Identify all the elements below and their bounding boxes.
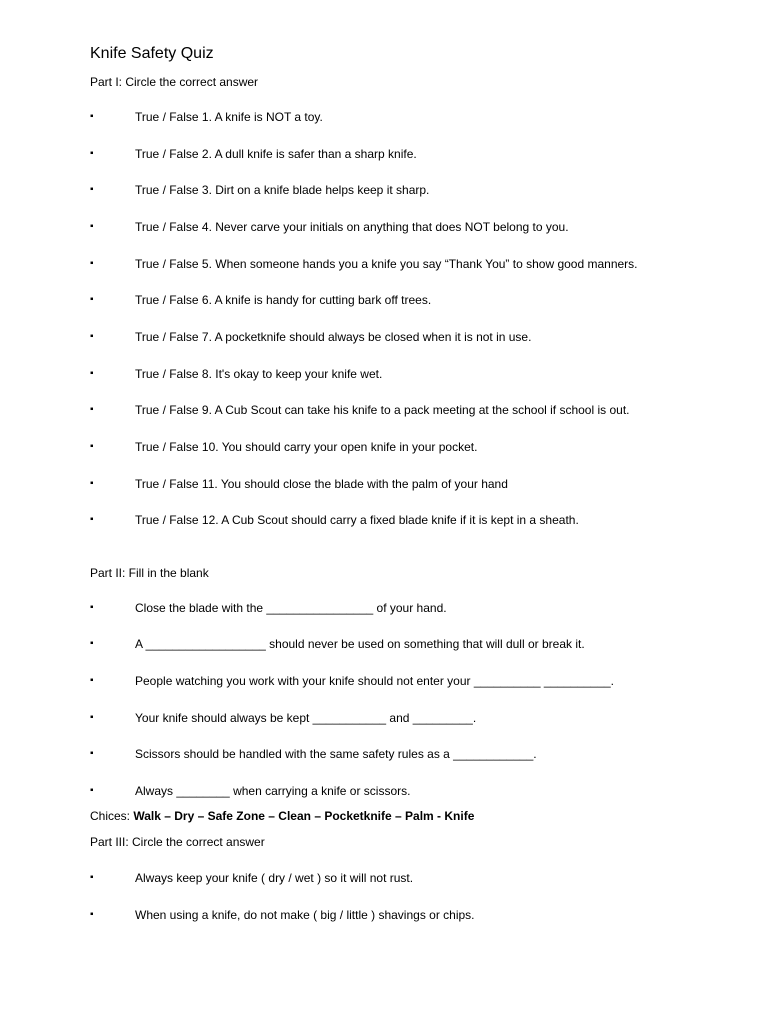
- question-text: True / False 7. A pocketknife should always be closed when it is not in use.: [135, 330, 532, 344]
- bullet-icon: ▪: [90, 638, 94, 649]
- bullet-icon: ▪: [90, 404, 94, 415]
- bullet-icon: ▪: [90, 368, 94, 379]
- question-text: True / False 2. A dull knife is safer than a sharp knife.: [135, 147, 417, 161]
- question-text: People watching you work with your knife should not enter your __________ __________.: [135, 674, 614, 688]
- question-text: Close the blade with the ________________ of your hand.: [135, 601, 447, 615]
- bullet-icon: ▪: [90, 748, 94, 759]
- bullet-icon: ▪: [90, 872, 94, 883]
- part1-heading: Part I: Circle the correct answer: [90, 75, 259, 89]
- question-text: When using a knife, do not make ( big / little ) shavings or chips.: [135, 908, 475, 922]
- bullet-icon: ▪: [90, 441, 94, 452]
- bullet-icon: ▪: [90, 148, 94, 159]
- choices-value: Walk – Dry – Safe Zone – Clean – Pocketknife – Palm - Knife: [133, 809, 475, 823]
- bullet-icon: ▪: [90, 331, 94, 342]
- bullet-icon: ▪: [90, 294, 94, 305]
- question-text: True / False 8. It's okay to keep your knife wet.: [135, 367, 383, 381]
- question-text: True / False 6. A knife is handy for cutting bark off trees.: [135, 293, 432, 307]
- part2-heading: Part II: Fill in the blank: [90, 566, 209, 580]
- question-text: True / False 4. Never carve your initials on anything that does NOT belong to you.: [135, 220, 569, 234]
- bullet-icon: ▪: [90, 184, 94, 195]
- bullet-icon: ▪: [90, 478, 94, 489]
- question-text: Scissors should be handled with the same safety rules as a ____________.: [135, 747, 537, 761]
- page-title: Knife Safety Quiz: [90, 45, 214, 62]
- question-text: True / False 12. A Cub Scout should carry a fixed blade knife if it is kept in a sheath.: [135, 513, 579, 527]
- question-text: True / False 3. Dirt on a knife blade helps keep it sharp.: [135, 183, 430, 197]
- bullet-icon: ▪: [90, 602, 94, 613]
- bullet-icon: ▪: [90, 258, 94, 269]
- bullet-icon: ▪: [90, 111, 94, 122]
- bullet-icon: ▪: [90, 909, 94, 920]
- question-text: True / False 1. A knife is NOT a toy.: [135, 110, 323, 124]
- part3-heading: Part III: Circle the correct answer: [90, 835, 265, 849]
- bullet-icon: ▪: [90, 221, 94, 232]
- question-text: Always keep your knife ( dry / wet ) so it will not rust.: [135, 871, 414, 885]
- question-text: True / False 9. A Cub Scout can take his knife to a pack meeting at the school if school is out.: [135, 403, 630, 417]
- question-text: True / False 10. You should carry your open knife in your pocket.: [135, 440, 478, 454]
- choices-line: [90, 809, 474, 823]
- question-text: True / False 5. When someone hands you a knife you say “Thank You” to show good manners.: [135, 257, 638, 271]
- bullet-icon: ▪: [90, 785, 94, 796]
- question-text: A __________________ should never be used on something that will dull or break it.: [135, 637, 585, 651]
- question-text: Your knife should always be kept ___________ and _________.: [135, 711, 477, 725]
- question-text: Always ________ when carrying a knife or scissors.: [135, 784, 411, 798]
- choices-label: Chices:: [90, 809, 134, 823]
- question-text: True / False 11. You should close the blade with the palm of your hand: [135, 477, 508, 491]
- bullet-icon: ▪: [90, 675, 94, 686]
- bullet-icon: ▪: [90, 514, 94, 525]
- bullet-icon: ▪: [90, 712, 94, 723]
